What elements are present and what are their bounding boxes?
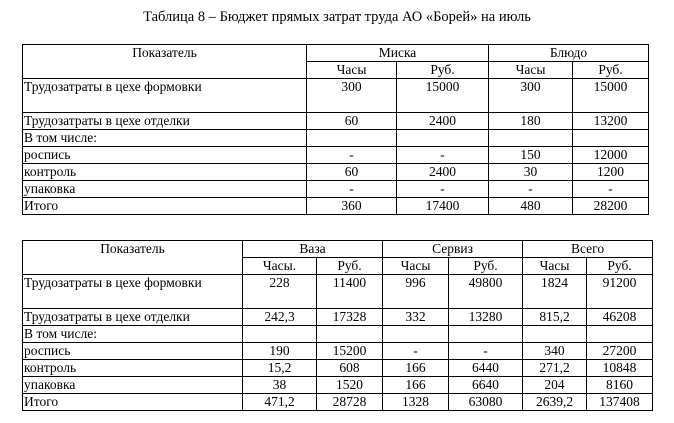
row-label: Трудозатраты в цехе формовки [23,275,243,309]
value-cell: 13200 [573,113,649,130]
value-cell: 10848 [587,360,653,377]
value-cell: 60 [307,113,397,130]
row-label: Трудозатраты в цехе отделки [23,309,243,326]
value-cell: - [573,181,649,198]
value-cell [489,130,573,147]
value-cell: - [307,147,397,164]
value-cell: 150 [489,147,573,164]
value-cell: 2639,2 [523,394,587,411]
value-cell: 15200 [317,343,383,360]
product-group-header: Миска [307,45,489,62]
value-cell: 13280 [449,309,523,326]
product-group-header: Ваза [243,241,383,258]
value-cell: - [383,343,449,360]
indicator-header: Показатель [23,45,307,79]
value-cell: 12000 [573,147,649,164]
value-cell: 8160 [587,377,653,394]
value-cell [307,130,397,147]
table-row [23,79,649,113]
value-cell: 63080 [449,394,523,411]
value-cell: 480 [489,198,573,215]
labor-budget-table-bowl-dish [22,44,649,215]
table-row [23,147,649,164]
value-cell: - [449,343,523,360]
table-row [23,394,653,411]
header-row [23,45,649,62]
value-cell: 15,2 [243,360,317,377]
value-cell: 1520 [317,377,383,394]
table-row [23,343,653,360]
value-cell: 28728 [317,394,383,411]
page-title: Таблица 8 – Бюджет прямых затрат труда АО «Борей» на июль [143,9,531,25]
value-cell: 1200 [573,164,649,181]
value-cell: - [397,181,489,198]
value-cell: 271,2 [523,360,587,377]
unit-subheader: Часы [523,258,587,275]
value-cell: - [307,181,397,198]
value-cell: 300 [489,79,573,113]
value-cell: 1824 [523,275,587,309]
table-row [23,309,653,326]
indicator-header: Показатель [23,241,243,275]
value-cell: 15000 [397,79,489,113]
table-row [23,377,653,394]
value-cell [523,326,587,343]
row-label: упаковка [23,181,307,198]
value-cell [383,326,449,343]
value-cell: 815,2 [523,309,587,326]
value-cell: 91200 [587,275,653,309]
table-row [23,275,653,309]
header-row [23,241,653,258]
row-label: контроль [23,164,307,181]
value-cell: 2400 [397,164,489,181]
value-cell [449,326,523,343]
value-cell [397,130,489,147]
value-cell: 30 [489,164,573,181]
unit-subheader: Часы [307,62,397,79]
labor-budget-table-vase-set-total [22,240,653,411]
value-cell: 6440 [449,360,523,377]
table-row [23,360,653,377]
product-group-header: Всего [523,241,653,258]
table-row [23,164,649,181]
value-cell: 15000 [573,79,649,113]
value-cell: 166 [383,360,449,377]
row-label: роспись [23,147,307,164]
value-cell [573,130,649,147]
value-cell [243,326,317,343]
row-label: контроль [23,360,243,377]
row-label: В том числе: [23,130,307,147]
unit-subheader: Часы. [243,258,317,275]
value-cell [317,326,383,343]
value-cell: 137408 [587,394,653,411]
table-row [23,130,649,147]
row-label: Трудозатраты в цехе отделки [23,113,307,130]
value-cell: 11400 [317,275,383,309]
value-cell: 608 [317,360,383,377]
row-label: Трудозатраты в цехе формовки [23,79,307,113]
value-cell: 60 [307,164,397,181]
value-cell: 471,2 [243,394,317,411]
row-label: В том числе: [23,326,243,343]
table-row [23,181,649,198]
unit-subheader: Руб. [587,258,653,275]
value-cell: 190 [243,343,317,360]
unit-subheader: Часы [383,258,449,275]
value-cell: 17400 [397,198,489,215]
value-cell: 17328 [317,309,383,326]
row-label: Итого [23,198,307,215]
value-cell: - [489,181,573,198]
row-label: Итого [23,394,243,411]
table-row [23,326,653,343]
value-cell: 49800 [449,275,523,309]
product-group-header: Сервиз [383,241,523,258]
value-cell: 1328 [383,394,449,411]
value-cell: 204 [523,377,587,394]
value-cell: - [397,147,489,164]
product-group-header: Блюдо [489,45,649,62]
table-row [23,113,649,130]
value-cell: 242,3 [243,309,317,326]
table-row [23,198,649,215]
value-cell: 6640 [449,377,523,394]
value-cell: 996 [383,275,449,309]
value-cell: 360 [307,198,397,215]
value-cell: 180 [489,113,573,130]
unit-subheader: Руб. [573,62,649,79]
row-label: упаковка [23,377,243,394]
unit-subheader: Руб. [317,258,383,275]
value-cell: 332 [383,309,449,326]
unit-subheader: Руб. [449,258,523,275]
value-cell: 166 [383,377,449,394]
value-cell: 28200 [573,198,649,215]
value-cell: 27200 [587,343,653,360]
value-cell: 228 [243,275,317,309]
value-cell: 300 [307,79,397,113]
value-cell: 2400 [397,113,489,130]
unit-subheader: Часы [489,62,573,79]
value-cell: 46208 [587,309,653,326]
unit-subheader: Руб. [397,62,489,79]
value-cell: 38 [243,377,317,394]
value-cell [587,326,653,343]
row-label: роспись [23,343,243,360]
value-cell: 340 [523,343,587,360]
